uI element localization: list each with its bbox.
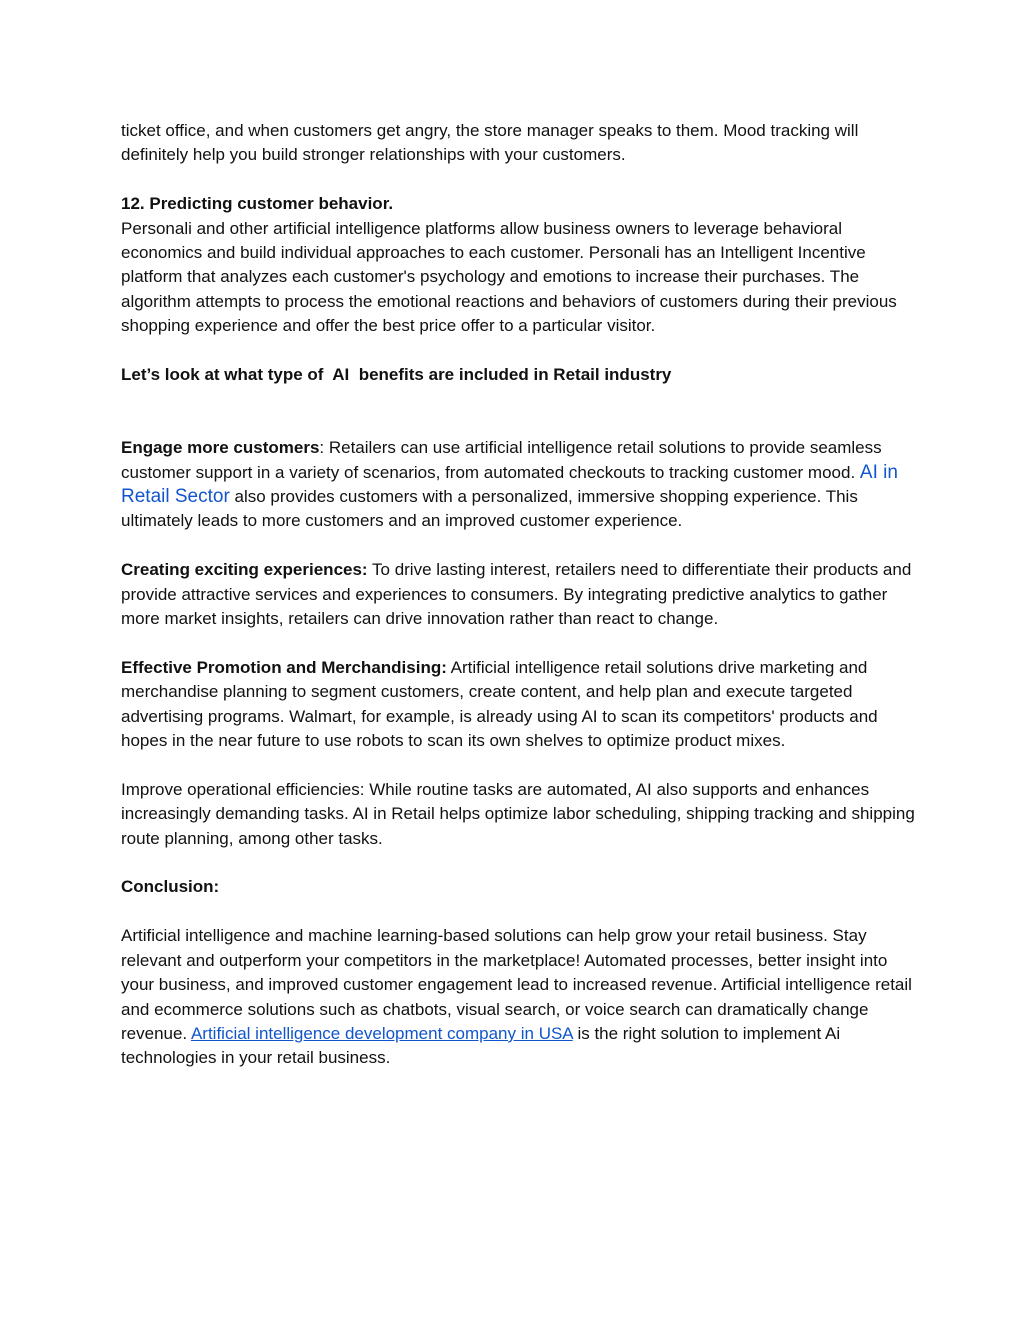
spacer: [121, 339, 921, 363]
ai-development-company-link[interactable]: Artificial intelligence development company in USA: [190, 1023, 573, 1043]
spacer: [121, 631, 921, 655]
intro-paragraph: [121, 119, 921, 168]
conclusion-heading-text: Conclusion:: [121, 877, 220, 897]
intro-text: ticket office, and when customers get angry, the store manager speaks to them. Mood tracking will definitely help you build stronger relationships with your customers.: [121, 121, 859, 165]
engage-label: Engage more customers: [121, 438, 320, 458]
engage-text-after: also provides customers with a personalized, immersive shopping experience. This ultimately leads to more customers and an improved customer experience.: [121, 487, 858, 531]
creating-label: Creating exciting experiences:: [121, 560, 368, 580]
operational-text: Improve operational efficiencies: While routine tasks are automated, AI also supports and enhances increasingly demanding tasks. AI in Retail helps optimize labor scheduling, shipping tracking and shipping route planning, among other tasks.: [121, 779, 915, 848]
conclusion-text-before: Artificial intelligence and machine learning-based solutions can help grow your retail business. Stay relevant and outperform your competitors in the marketplace! Automated processes, better insight into your business, and improved customer engagement lead to increased revenue. Artificial intelligence retail and ecommerce solutions such as chatbots, visual search, or voice search can dramatically change revenue.: [121, 926, 912, 1043]
spacer: [121, 851, 921, 875]
promotion-text: Artificial intelligence retail solutions drive marketing and merchandise planning to segment customers, create content, and help plan and execute targeted advertising programs. Walmart, for example, is already using AI to scan its competitors' products and hopes in the near future to use robots to scan its own shelves to optimize product mixes.: [121, 657, 878, 751]
engage-text-before: : Retailers can use artificial intelligence retail solutions to provide seamless customer support in a variety of scenarios, from automated checkouts to tracking customer mood.: [121, 438, 882, 482]
spacer: [121, 534, 921, 558]
engage-paragraph: [121, 436, 921, 534]
conclusion-text-after: is the right solution to implement Ai technologies in your retail business.: [121, 1023, 841, 1068]
promotion-paragraph: [121, 656, 921, 754]
section-12: [121, 192, 921, 338]
spacer: [121, 900, 921, 924]
operational-paragraph: [121, 778, 921, 851]
conclusion-heading: [121, 875, 921, 899]
document-page: [121, 119, 921, 1071]
benefits-heading-text: Let’s look at what type of AI benefits are included in Retail industry: [121, 365, 672, 385]
promotion-label: Effective Promotion and Merchandising:: [121, 657, 447, 677]
spacer: [121, 387, 921, 436]
conclusion-paragraph: [121, 924, 921, 1070]
benefits-heading: [121, 363, 921, 387]
creating-paragraph: [121, 558, 921, 631]
spacer: [121, 753, 921, 777]
creating-text: To drive lasting interest, retailers need to differentiate their products and provide attractive services and experiences to consumers. By integrating predictive analytics to gather more market insights, retailers can drive innovation rather than react to change.: [121, 560, 912, 629]
section-12-heading: 12. Predicting customer behavior.: [121, 194, 394, 214]
spacer: [121, 168, 921, 192]
section-12-body: Personali and other artificial intelligence platforms allow business owners to leverage behavioral economics and build individual approaches to each customer. Personali has an Intelligent Incentive platform that analyzes each customer's psychology and emotions to increase their purchases. The algorithm attempts to process the emotional reactions and behaviors of customers during their previous shopping experience and offer the best price offer to a particular visitor.: [121, 218, 897, 336]
ai-in-retail-sector-link[interactable]: AI in Retail Sector: [121, 461, 898, 508]
